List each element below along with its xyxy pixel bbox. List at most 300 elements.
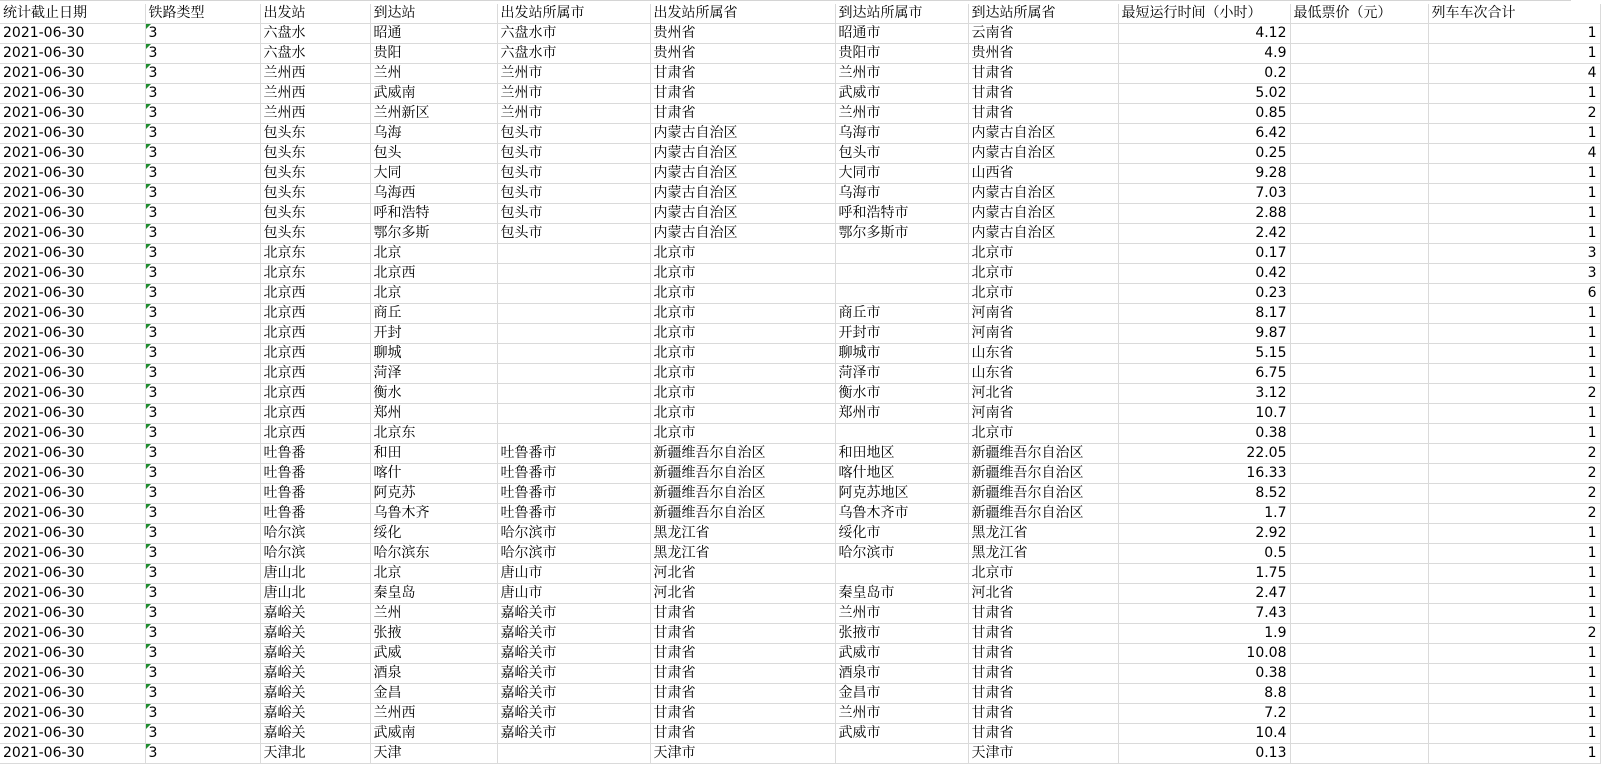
cell-to-province[interactable]: 北京市 bbox=[968, 244, 1118, 264]
header-to-province[interactable]: 到达站所属省 bbox=[968, 4, 1118, 24]
cell-to-province[interactable]: 甘肃省 bbox=[968, 684, 1118, 704]
cell-from-province[interactable]: 北京市 bbox=[650, 344, 835, 364]
cell-to-station[interactable]: 呼和浩特 bbox=[370, 204, 497, 224]
cell-to-city[interactable]: 郑州市 bbox=[835, 404, 968, 424]
cell-to-city[interactable]: 乌海市 bbox=[835, 124, 968, 144]
cell-from-province[interactable]: 甘肃省 bbox=[650, 84, 835, 104]
cell-rail-type[interactable]: 3 bbox=[145, 124, 260, 144]
cell-min-price[interactable] bbox=[1290, 144, 1428, 164]
cell-min-price[interactable] bbox=[1290, 644, 1428, 664]
cell-to-city[interactable]: 喀什地区 bbox=[835, 464, 968, 484]
cell-to-province[interactable]: 甘肃省 bbox=[968, 724, 1118, 744]
cell-to-station[interactable]: 商丘 bbox=[370, 304, 497, 324]
cell-to-station[interactable]: 乌海西 bbox=[370, 184, 497, 204]
cell-from-province[interactable]: 北京市 bbox=[650, 304, 835, 324]
cell-min-hours[interactable]: 0.5 bbox=[1118, 544, 1290, 564]
cell-to-province[interactable]: 北京市 bbox=[968, 564, 1118, 584]
cell-min-hours[interactable]: 2.47 bbox=[1118, 584, 1290, 604]
cell-to-station[interactable]: 酒泉 bbox=[370, 664, 497, 684]
cell-from-station[interactable]: 包头东 bbox=[260, 124, 370, 144]
cell-min-hours[interactable]: 4.9 bbox=[1118, 44, 1290, 64]
cell-min-hours[interactable]: 5.02 bbox=[1118, 84, 1290, 104]
cell-to-city[interactable]: 秦皇岛市 bbox=[835, 584, 968, 604]
cell-min-hours[interactable]: 0.17 bbox=[1118, 244, 1290, 264]
cell-to-city[interactable] bbox=[835, 244, 968, 264]
cell-train-count[interactable]: 6 bbox=[1428, 284, 1600, 304]
cell-min-price[interactable] bbox=[1290, 504, 1428, 524]
cell-train-count[interactable]: 1 bbox=[1428, 704, 1600, 724]
cell-to-city[interactable]: 兰州市 bbox=[835, 704, 968, 724]
cell-min-hours[interactable]: 0.25 bbox=[1118, 144, 1290, 164]
cell-to-city[interactable]: 呼和浩特市 bbox=[835, 204, 968, 224]
cell-rail-type[interactable]: 3 bbox=[145, 324, 260, 344]
cell-from-province[interactable]: 北京市 bbox=[650, 404, 835, 424]
cell-min-price[interactable] bbox=[1290, 404, 1428, 424]
cell-from-city[interactable]: 哈尔滨市 bbox=[497, 524, 650, 544]
cell-from-city[interactable]: 嘉峪关市 bbox=[497, 724, 650, 744]
cell-min-hours[interactable]: 9.87 bbox=[1118, 324, 1290, 344]
cell-date[interactable]: 2021-06-30 bbox=[0, 164, 145, 184]
cell-date[interactable]: 2021-06-30 bbox=[0, 244, 145, 264]
cell-to-city[interactable]: 阿克苏地区 bbox=[835, 484, 968, 504]
cell-min-price[interactable] bbox=[1290, 424, 1428, 444]
cell-to-city[interactable] bbox=[835, 264, 968, 284]
cell-date[interactable]: 2021-06-30 bbox=[0, 324, 145, 344]
cell-rail-type[interactable]: 3 bbox=[145, 164, 260, 184]
cell-from-station[interactable]: 包头东 bbox=[260, 224, 370, 244]
cell-to-station[interactable]: 兰州 bbox=[370, 64, 497, 84]
cell-from-station[interactable]: 包头东 bbox=[260, 164, 370, 184]
cell-min-price[interactable] bbox=[1290, 164, 1428, 184]
cell-from-province[interactable]: 甘肃省 bbox=[650, 64, 835, 84]
cell-rail-type[interactable]: 3 bbox=[145, 144, 260, 164]
cell-from-station[interactable]: 北京西 bbox=[260, 304, 370, 324]
cell-to-station[interactable]: 武威 bbox=[370, 644, 497, 664]
cell-min-hours[interactable]: 0.38 bbox=[1118, 664, 1290, 684]
cell-to-city[interactable]: 乌鲁木齐市 bbox=[835, 504, 968, 524]
cell-to-station[interactable]: 贵阳 bbox=[370, 44, 497, 64]
cell-to-station[interactable]: 武威南 bbox=[370, 724, 497, 744]
cell-train-count[interactable]: 1 bbox=[1428, 164, 1600, 184]
cell-from-province[interactable]: 新疆维吾尔自治区 bbox=[650, 504, 835, 524]
cell-from-city[interactable]: 兰州市 bbox=[497, 84, 650, 104]
cell-date[interactable]: 2021-06-30 bbox=[0, 364, 145, 384]
cell-from-station[interactable]: 唐山北 bbox=[260, 584, 370, 604]
cell-to-city[interactable] bbox=[835, 564, 968, 584]
cell-min-price[interactable] bbox=[1290, 704, 1428, 724]
cell-from-province[interactable]: 新疆维吾尔自治区 bbox=[650, 444, 835, 464]
cell-min-hours[interactable]: 1.7 bbox=[1118, 504, 1290, 524]
cell-date[interactable]: 2021-06-30 bbox=[0, 604, 145, 624]
cell-from-city[interactable]: 吐鲁番市 bbox=[497, 444, 650, 464]
cell-rail-type[interactable]: 3 bbox=[145, 744, 260, 764]
cell-train-count[interactable]: 1 bbox=[1428, 304, 1600, 324]
header-rail-type[interactable]: 铁路类型 bbox=[145, 4, 260, 24]
cell-min-hours[interactable]: 7.03 bbox=[1118, 184, 1290, 204]
cell-rail-type[interactable]: 3 bbox=[145, 604, 260, 624]
cell-to-city[interactable]: 酒泉市 bbox=[835, 664, 968, 684]
cell-date[interactable]: 2021-06-30 bbox=[0, 444, 145, 464]
cell-rail-type[interactable]: 3 bbox=[145, 584, 260, 604]
cell-rail-type[interactable]: 3 bbox=[145, 384, 260, 404]
cell-to-station[interactable]: 天津 bbox=[370, 744, 497, 764]
cell-from-city[interactable]: 吐鲁番市 bbox=[497, 464, 650, 484]
cell-to-city[interactable]: 兰州市 bbox=[835, 104, 968, 124]
cell-from-station[interactable]: 吐鲁番 bbox=[260, 484, 370, 504]
cell-train-count[interactable]: 1 bbox=[1428, 364, 1600, 384]
cell-rail-type[interactable]: 3 bbox=[145, 504, 260, 524]
cell-min-price[interactable] bbox=[1290, 484, 1428, 504]
cell-to-city[interactable]: 金昌市 bbox=[835, 684, 968, 704]
cell-from-city[interactable]: 嘉峪关市 bbox=[497, 664, 650, 684]
cell-train-count[interactable]: 1 bbox=[1428, 44, 1600, 64]
cell-from-station[interactable]: 北京西 bbox=[260, 344, 370, 364]
cell-from-city[interactable]: 嘉峪关市 bbox=[497, 624, 650, 644]
cell-from-station[interactable]: 包头东 bbox=[260, 204, 370, 224]
cell-date[interactable]: 2021-06-30 bbox=[0, 44, 145, 64]
cell-from-city[interactable] bbox=[497, 404, 650, 424]
cell-min-price[interactable] bbox=[1290, 104, 1428, 124]
cell-from-station[interactable]: 北京西 bbox=[260, 424, 370, 444]
cell-train-count[interactable]: 1 bbox=[1428, 184, 1600, 204]
cell-min-hours[interactable]: 4.12 bbox=[1118, 24, 1290, 44]
cell-to-province[interactable]: 贵州省 bbox=[968, 44, 1118, 64]
cell-to-city[interactable]: 开封市 bbox=[835, 324, 968, 344]
cell-from-city[interactable] bbox=[497, 344, 650, 364]
cell-from-province[interactable]: 新疆维吾尔自治区 bbox=[650, 484, 835, 504]
cell-rail-type[interactable]: 3 bbox=[145, 624, 260, 644]
cell-min-hours[interactable]: 2.88 bbox=[1118, 204, 1290, 224]
cell-to-city[interactable] bbox=[835, 744, 968, 764]
cell-to-city[interactable]: 昭通市 bbox=[835, 24, 968, 44]
cell-min-price[interactable] bbox=[1290, 264, 1428, 284]
cell-from-city[interactable]: 包头市 bbox=[497, 164, 650, 184]
cell-to-station[interactable]: 菏泽 bbox=[370, 364, 497, 384]
cell-to-station[interactable]: 乌海 bbox=[370, 124, 497, 144]
header-date[interactable]: 统计截止日期 bbox=[0, 4, 145, 24]
cell-from-province[interactable]: 新疆维吾尔自治区 bbox=[650, 464, 835, 484]
cell-to-province[interactable]: 内蒙古自治区 bbox=[968, 184, 1118, 204]
cell-from-station[interactable]: 天津北 bbox=[260, 744, 370, 764]
cell-date[interactable]: 2021-06-30 bbox=[0, 144, 145, 164]
cell-from-station[interactable]: 吐鲁番 bbox=[260, 504, 370, 524]
cell-from-province[interactable]: 甘肃省 bbox=[650, 664, 835, 684]
cell-to-province[interactable]: 河南省 bbox=[968, 404, 1118, 424]
header-train-count[interactable]: 列车车次合计 bbox=[1428, 4, 1600, 24]
cell-date[interactable]: 2021-06-30 bbox=[0, 24, 145, 44]
cell-date[interactable]: 2021-06-30 bbox=[0, 524, 145, 544]
header-to-city[interactable]: 到达站所属市 bbox=[835, 4, 968, 24]
cell-to-province[interactable]: 云南省 bbox=[968, 24, 1118, 44]
cell-min-hours[interactable]: 6.42 bbox=[1118, 124, 1290, 144]
cell-from-city[interactable]: 兰州市 bbox=[497, 104, 650, 124]
cell-date[interactable]: 2021-06-30 bbox=[0, 344, 145, 364]
cell-to-city[interactable]: 大同市 bbox=[835, 164, 968, 184]
cell-from-city[interactable] bbox=[497, 284, 650, 304]
cell-from-city[interactable] bbox=[497, 744, 650, 764]
cell-min-hours[interactable]: 10.08 bbox=[1118, 644, 1290, 664]
cell-from-province[interactable]: 北京市 bbox=[650, 364, 835, 384]
cell-from-station[interactable]: 哈尔滨 bbox=[260, 544, 370, 564]
cell-min-hours[interactable]: 3.12 bbox=[1118, 384, 1290, 404]
cell-from-station[interactable]: 包头东 bbox=[260, 184, 370, 204]
cell-to-city[interactable]: 哈尔滨市 bbox=[835, 544, 968, 564]
cell-min-hours[interactable]: 5.15 bbox=[1118, 344, 1290, 364]
cell-to-province[interactable]: 河南省 bbox=[968, 304, 1118, 324]
cell-to-province[interactable]: 新疆维吾尔自治区 bbox=[968, 464, 1118, 484]
cell-train-count[interactable]: 1 bbox=[1428, 584, 1600, 604]
cell-from-station[interactable]: 兰州西 bbox=[260, 64, 370, 84]
header-min-hours[interactable]: 最短运行时间（小时） bbox=[1118, 4, 1290, 24]
cell-date[interactable]: 2021-06-30 bbox=[0, 724, 145, 744]
cell-rail-type[interactable]: 3 bbox=[145, 264, 260, 284]
cell-min-price[interactable] bbox=[1290, 84, 1428, 104]
cell-from-station[interactable]: 兰州西 bbox=[260, 84, 370, 104]
cell-min-hours[interactable]: 10.4 bbox=[1118, 724, 1290, 744]
cell-train-count[interactable]: 1 bbox=[1428, 544, 1600, 564]
cell-train-count[interactable]: 3 bbox=[1428, 244, 1600, 264]
cell-date[interactable]: 2021-06-30 bbox=[0, 124, 145, 144]
cell-from-province[interactable]: 贵州省 bbox=[650, 24, 835, 44]
cell-from-city[interactable] bbox=[497, 364, 650, 384]
cell-from-city[interactable]: 六盘水市 bbox=[497, 44, 650, 64]
cell-rail-type[interactable]: 3 bbox=[145, 244, 260, 264]
cell-min-hours[interactable]: 7.2 bbox=[1118, 704, 1290, 724]
cell-to-station[interactable]: 鄂尔多斯 bbox=[370, 224, 497, 244]
cell-min-price[interactable] bbox=[1290, 184, 1428, 204]
cell-to-station[interactable]: 兰州新区 bbox=[370, 104, 497, 124]
cell-from-province[interactable]: 内蒙古自治区 bbox=[650, 164, 835, 184]
cell-date[interactable]: 2021-06-30 bbox=[0, 644, 145, 664]
cell-min-price[interactable] bbox=[1290, 604, 1428, 624]
cell-rail-type[interactable]: 3 bbox=[145, 664, 260, 684]
cell-min-hours[interactable]: 7.43 bbox=[1118, 604, 1290, 624]
cell-rail-type[interactable]: 3 bbox=[145, 64, 260, 84]
cell-from-province[interactable]: 贵州省 bbox=[650, 44, 835, 64]
cell-from-station[interactable]: 北京西 bbox=[260, 364, 370, 384]
cell-to-province[interactable]: 天津市 bbox=[968, 744, 1118, 764]
cell-from-station[interactable]: 北京西 bbox=[260, 324, 370, 344]
cell-date[interactable]: 2021-06-30 bbox=[0, 264, 145, 284]
cell-rail-type[interactable]: 3 bbox=[145, 284, 260, 304]
cell-train-count[interactable]: 2 bbox=[1428, 504, 1600, 524]
cell-date[interactable]: 2021-06-30 bbox=[0, 664, 145, 684]
cell-min-price[interactable] bbox=[1290, 44, 1428, 64]
cell-train-count[interactable]: 1 bbox=[1428, 424, 1600, 444]
cell-train-count[interactable]: 4 bbox=[1428, 144, 1600, 164]
cell-to-city[interactable]: 绥化市 bbox=[835, 524, 968, 544]
cell-train-count[interactable]: 1 bbox=[1428, 564, 1600, 584]
cell-date[interactable]: 2021-06-30 bbox=[0, 204, 145, 224]
cell-to-station[interactable]: 兰州西 bbox=[370, 704, 497, 724]
cell-to-station[interactable]: 阿克苏 bbox=[370, 484, 497, 504]
cell-from-city[interactable] bbox=[497, 244, 650, 264]
header-min-price[interactable]: 最低票价（元） bbox=[1290, 4, 1428, 24]
cell-to-station[interactable]: 北京东 bbox=[370, 424, 497, 444]
cell-rail-type[interactable]: 3 bbox=[145, 204, 260, 224]
cell-to-province[interactable]: 北京市 bbox=[968, 284, 1118, 304]
cell-from-province[interactable]: 北京市 bbox=[650, 284, 835, 304]
cell-from-province[interactable]: 内蒙古自治区 bbox=[650, 224, 835, 244]
cell-min-hours[interactable]: 0.13 bbox=[1118, 744, 1290, 764]
cell-to-city[interactable]: 商丘市 bbox=[835, 304, 968, 324]
cell-from-province[interactable]: 甘肃省 bbox=[650, 684, 835, 704]
cell-rail-type[interactable]: 3 bbox=[145, 684, 260, 704]
cell-from-province[interactable]: 北京市 bbox=[650, 324, 835, 344]
cell-min-price[interactable] bbox=[1290, 564, 1428, 584]
cell-date[interactable]: 2021-06-30 bbox=[0, 684, 145, 704]
cell-to-city[interactable]: 兰州市 bbox=[835, 604, 968, 624]
cell-to-station[interactable]: 昭通 bbox=[370, 24, 497, 44]
cell-to-province[interactable]: 新疆维吾尔自治区 bbox=[968, 484, 1118, 504]
cell-train-count[interactable]: 2 bbox=[1428, 464, 1600, 484]
cell-train-count[interactable]: 1 bbox=[1428, 84, 1600, 104]
cell-to-city[interactable] bbox=[835, 424, 968, 444]
cell-from-city[interactable]: 包头市 bbox=[497, 124, 650, 144]
cell-to-station[interactable]: 喀什 bbox=[370, 464, 497, 484]
cell-min-hours[interactable]: 0.38 bbox=[1118, 424, 1290, 444]
cell-from-station[interactable]: 兰州西 bbox=[260, 104, 370, 124]
cell-min-hours[interactable]: 10.7 bbox=[1118, 404, 1290, 424]
cell-to-city[interactable]: 聊城市 bbox=[835, 344, 968, 364]
cell-rail-type[interactable]: 3 bbox=[145, 24, 260, 44]
cell-date[interactable]: 2021-06-30 bbox=[0, 284, 145, 304]
cell-from-province[interactable]: 北京市 bbox=[650, 264, 835, 284]
cell-to-station[interactable]: 包头 bbox=[370, 144, 497, 164]
cell-train-count[interactable]: 1 bbox=[1428, 604, 1600, 624]
cell-from-province[interactable]: 甘肃省 bbox=[650, 704, 835, 724]
cell-from-province[interactable]: 甘肃省 bbox=[650, 624, 835, 644]
cell-train-count[interactable]: 1 bbox=[1428, 344, 1600, 364]
cell-date[interactable]: 2021-06-30 bbox=[0, 744, 145, 764]
cell-to-province[interactable]: 黑龙江省 bbox=[968, 524, 1118, 544]
cell-train-count[interactable]: 1 bbox=[1428, 124, 1600, 144]
cell-min-price[interactable] bbox=[1290, 364, 1428, 384]
cell-to-station[interactable]: 乌鲁木齐 bbox=[370, 504, 497, 524]
cell-from-province[interactable]: 内蒙古自治区 bbox=[650, 144, 835, 164]
cell-from-city[interactable]: 唐山市 bbox=[497, 584, 650, 604]
cell-from-city[interactable]: 包头市 bbox=[497, 204, 650, 224]
cell-to-province[interactable]: 内蒙古自治区 bbox=[968, 224, 1118, 244]
cell-date[interactable]: 2021-06-30 bbox=[0, 224, 145, 244]
cell-from-station[interactable]: 哈尔滨 bbox=[260, 524, 370, 544]
cell-rail-type[interactable]: 3 bbox=[145, 44, 260, 64]
cell-rail-type[interactable]: 3 bbox=[145, 344, 260, 364]
cell-train-count[interactable]: 1 bbox=[1428, 684, 1600, 704]
cell-train-count[interactable]: 1 bbox=[1428, 664, 1600, 684]
cell-to-province[interactable]: 河北省 bbox=[968, 384, 1118, 404]
cell-min-price[interactable] bbox=[1290, 244, 1428, 264]
cell-min-price[interactable] bbox=[1290, 384, 1428, 404]
cell-min-price[interactable] bbox=[1290, 204, 1428, 224]
cell-min-price[interactable] bbox=[1290, 224, 1428, 244]
cell-to-station[interactable]: 兰州 bbox=[370, 604, 497, 624]
cell-rail-type[interactable]: 3 bbox=[145, 644, 260, 664]
cell-to-province[interactable]: 内蒙古自治区 bbox=[968, 204, 1118, 224]
cell-min-hours[interactable]: 0.2 bbox=[1118, 64, 1290, 84]
cell-min-price[interactable] bbox=[1290, 344, 1428, 364]
cell-date[interactable]: 2021-06-30 bbox=[0, 464, 145, 484]
cell-rail-type[interactable]: 3 bbox=[145, 304, 260, 324]
cell-date[interactable]: 2021-06-30 bbox=[0, 104, 145, 124]
cell-to-province[interactable]: 北京市 bbox=[968, 424, 1118, 444]
cell-to-station[interactable]: 北京 bbox=[370, 284, 497, 304]
cell-to-city[interactable]: 乌海市 bbox=[835, 184, 968, 204]
cell-from-city[interactable]: 嘉峪关市 bbox=[497, 644, 650, 664]
cell-train-count[interactable]: 2 bbox=[1428, 484, 1600, 504]
cell-train-count[interactable]: 2 bbox=[1428, 624, 1600, 644]
header-from-city[interactable]: 出发站所属市 bbox=[497, 4, 650, 24]
cell-from-city[interactable]: 唐山市 bbox=[497, 564, 650, 584]
cell-min-hours[interactable]: 0.85 bbox=[1118, 104, 1290, 124]
cell-from-city[interactable]: 嘉峪关市 bbox=[497, 704, 650, 724]
cell-to-station[interactable]: 武威南 bbox=[370, 84, 497, 104]
cell-to-province[interactable]: 甘肃省 bbox=[968, 84, 1118, 104]
cell-to-province[interactable]: 甘肃省 bbox=[968, 664, 1118, 684]
cell-to-province[interactable]: 内蒙古自治区 bbox=[968, 144, 1118, 164]
header-from-province[interactable]: 出发站所属省 bbox=[650, 4, 835, 24]
cell-date[interactable]: 2021-06-30 bbox=[0, 384, 145, 404]
cell-from-city[interactable] bbox=[497, 384, 650, 404]
cell-from-province[interactable]: 甘肃省 bbox=[650, 724, 835, 744]
cell-to-station[interactable]: 开封 bbox=[370, 324, 497, 344]
cell-min-hours[interactable]: 9.28 bbox=[1118, 164, 1290, 184]
header-to-station[interactable]: 到达站 bbox=[370, 4, 497, 24]
cell-from-province[interactable]: 内蒙古自治区 bbox=[650, 204, 835, 224]
cell-from-station[interactable]: 吐鲁番 bbox=[260, 444, 370, 464]
cell-train-count[interactable]: 1 bbox=[1428, 524, 1600, 544]
cell-to-province[interactable]: 河北省 bbox=[968, 584, 1118, 604]
cell-min-price[interactable] bbox=[1290, 684, 1428, 704]
cell-date[interactable]: 2021-06-30 bbox=[0, 624, 145, 644]
cell-min-price[interactable] bbox=[1290, 464, 1428, 484]
cell-from-city[interactable]: 嘉峪关市 bbox=[497, 684, 650, 704]
cell-from-station[interactable]: 六盘水 bbox=[260, 44, 370, 64]
cell-min-price[interactable] bbox=[1290, 624, 1428, 644]
cell-from-province[interactable]: 甘肃省 bbox=[650, 604, 835, 624]
cell-to-city[interactable]: 兰州市 bbox=[835, 64, 968, 84]
cell-from-station[interactable]: 嘉峪关 bbox=[260, 624, 370, 644]
cell-min-price[interactable] bbox=[1290, 304, 1428, 324]
cell-date[interactable]: 2021-06-30 bbox=[0, 424, 145, 444]
cell-to-province[interactable]: 内蒙古自治区 bbox=[968, 124, 1118, 144]
cell-min-hours[interactable]: 1.75 bbox=[1118, 564, 1290, 584]
cell-to-city[interactable] bbox=[835, 284, 968, 304]
cell-from-city[interactable]: 嘉峪关市 bbox=[497, 604, 650, 624]
cell-min-price[interactable] bbox=[1290, 444, 1428, 464]
cell-from-province[interactable]: 北京市 bbox=[650, 424, 835, 444]
cell-train-count[interactable]: 1 bbox=[1428, 324, 1600, 344]
cell-from-station[interactable]: 吐鲁番 bbox=[260, 464, 370, 484]
cell-from-city[interactable]: 六盘水市 bbox=[497, 24, 650, 44]
cell-train-count[interactable]: 1 bbox=[1428, 204, 1600, 224]
cell-from-province[interactable]: 甘肃省 bbox=[650, 104, 835, 124]
cell-from-station[interactable]: 嘉峪关 bbox=[260, 724, 370, 744]
cell-rail-type[interactable]: 3 bbox=[145, 364, 260, 384]
cell-to-province[interactable]: 甘肃省 bbox=[968, 604, 1118, 624]
cell-to-province[interactable]: 甘肃省 bbox=[968, 624, 1118, 644]
cell-rail-type[interactable]: 3 bbox=[145, 224, 260, 244]
cell-to-city[interactable]: 武威市 bbox=[835, 644, 968, 664]
cell-train-count[interactable]: 2 bbox=[1428, 384, 1600, 404]
cell-min-hours[interactable]: 8.8 bbox=[1118, 684, 1290, 704]
cell-date[interactable]: 2021-06-30 bbox=[0, 704, 145, 724]
cell-to-city[interactable]: 衡水市 bbox=[835, 384, 968, 404]
cell-from-station[interactable]: 嘉峪关 bbox=[260, 684, 370, 704]
cell-rail-type[interactable]: 3 bbox=[145, 104, 260, 124]
cell-to-station[interactable]: 张掖 bbox=[370, 624, 497, 644]
cell-to-province[interactable]: 新疆维吾尔自治区 bbox=[968, 504, 1118, 524]
